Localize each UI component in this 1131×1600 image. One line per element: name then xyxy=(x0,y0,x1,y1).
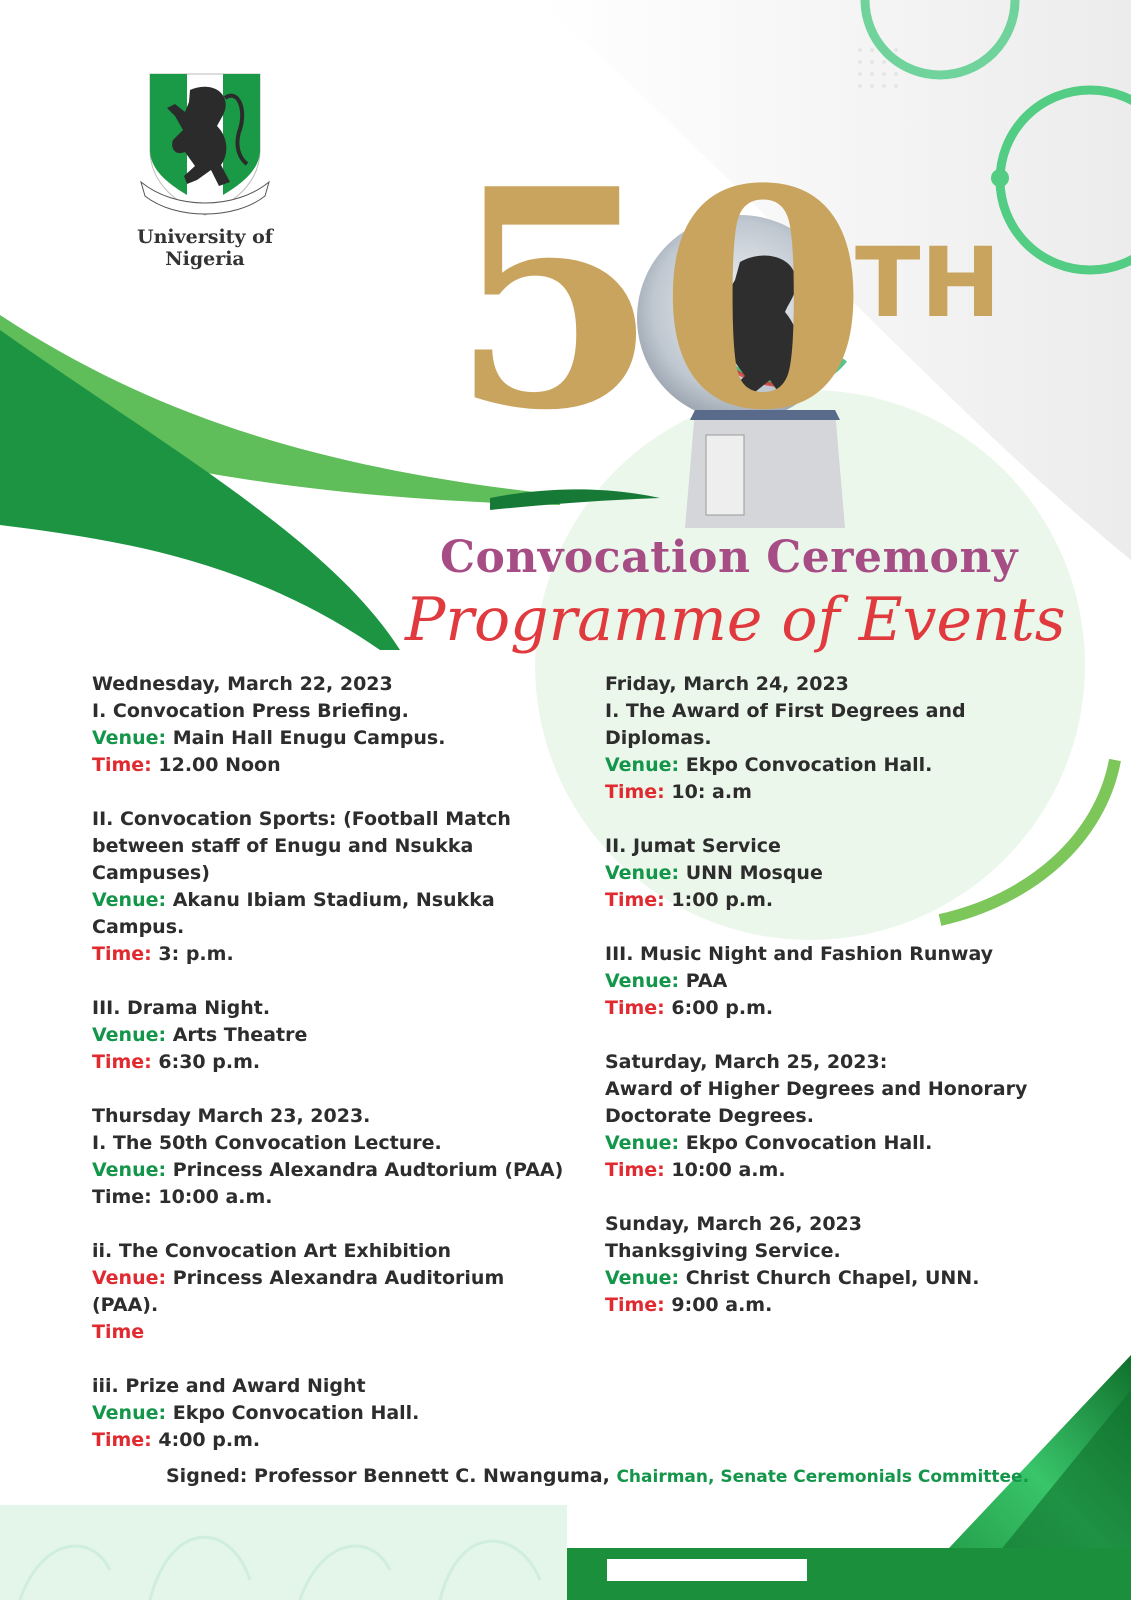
time-label: Time: xyxy=(92,1051,152,1073)
event-venue: Venue: Christ Church Chapel, UNN. xyxy=(605,1267,980,1289)
event-venue: Venue: Princess Alexandra Audtorium (PAA) xyxy=(92,1159,564,1181)
event-time: Time: 3: p.m. xyxy=(92,943,234,965)
venue-label: Venue: xyxy=(605,1267,680,1289)
event-title: I. Convocation Press Briefing. xyxy=(92,700,409,722)
event-venue: Venue: Akanu Ibiam Stadium, Nsukka xyxy=(92,889,495,911)
event-date: Friday, March 24, 2023 xyxy=(605,673,849,695)
event-venue: Venue: Princess Alexandra Auditorium (PAA). xyxy=(92,1267,505,1316)
event-block xyxy=(92,995,572,1076)
event-block xyxy=(605,941,1065,1022)
anniversary-suffix: TH xyxy=(855,227,1001,339)
event-time: Time xyxy=(92,1321,145,1343)
event-block xyxy=(605,671,1065,806)
venue-label: Venue: xyxy=(92,1267,167,1289)
time-label: Time: xyxy=(92,754,152,776)
event-time: Time: 10: a.m xyxy=(605,781,752,803)
event-venue: Venue: Main Hall Enugu Campus. xyxy=(92,727,446,749)
event-venue: Venue: Ekpo Convocation Hall. xyxy=(605,1132,933,1154)
event-block xyxy=(605,833,1065,914)
event-time: Time: 10:00 a.m. xyxy=(605,1159,786,1181)
signatory: Signed: Professor Bennett C. Nwanguma, xyxy=(166,1465,610,1487)
signature-line xyxy=(166,1465,1029,1487)
time-label: Time: xyxy=(605,781,665,803)
event-block xyxy=(605,1049,1065,1184)
event-block xyxy=(92,1373,572,1454)
event-time: Time: 10:00 a.m. xyxy=(92,1186,273,1208)
event-date: Wednesday, March 22, 2023 xyxy=(92,673,393,695)
venue-label: Venue: xyxy=(92,727,167,749)
venue-label: Venue: xyxy=(605,1132,680,1154)
programme-title: Programme of Events xyxy=(405,585,1066,655)
schedule-left-column xyxy=(92,671,572,1481)
event-venue: Venue: UNN Mosque xyxy=(605,862,823,884)
event-venue: Venue: Ekpo Convocation Hall. xyxy=(605,754,933,776)
time-label: Time: xyxy=(92,1429,152,1451)
event-time: Time: 6:00 p.m. xyxy=(605,997,774,1019)
event-time: Time: 12.00 Noon xyxy=(92,754,281,776)
event-title: ii. The Convocation Art Exhibition xyxy=(92,1240,452,1262)
venue-label: Venue: xyxy=(92,889,167,911)
university-name: University of Nigeria xyxy=(137,226,273,270)
event-title: iii. Prize and Award Night xyxy=(92,1375,366,1397)
venue-label: Venue: xyxy=(92,1159,167,1181)
event-time: Time: 1:00 p.m. xyxy=(605,889,774,911)
time-label: Time: xyxy=(605,997,665,1019)
event-title: II. Convocation Sports: (Football Match xyxy=(92,808,511,830)
event-date: Thursday March 23, 2023. xyxy=(92,1105,371,1127)
signatory-role: Chairman, Senate Ceremonials Committee. xyxy=(616,1467,1030,1487)
event-title: I. The Award of First Degrees and Diplomas. xyxy=(605,700,966,749)
fiftieth-anniversary-mark xyxy=(450,123,1010,540)
time-label: Time: xyxy=(605,1294,665,1316)
event-block xyxy=(92,806,572,968)
venue-label: Venue: xyxy=(605,862,680,884)
venue-label: Venue: xyxy=(605,970,680,992)
footer-blank-box xyxy=(607,1559,807,1581)
event-title: between staff of Enugu and Nsukka xyxy=(92,835,474,857)
time-label: Time: xyxy=(92,943,152,965)
event-title: II. Jumat Service xyxy=(605,835,781,857)
event-date: Saturday, March 25, 2023: xyxy=(605,1051,888,1073)
event-date: Sunday, March 26, 2023 xyxy=(605,1213,862,1235)
event-venue-continued: Campus. xyxy=(92,916,185,938)
event-block xyxy=(92,1238,572,1346)
schedule-right-column xyxy=(605,671,1065,1346)
event-title: III. Music Night and Fashion Runway xyxy=(605,943,994,965)
venue-label: Venue: xyxy=(92,1402,167,1424)
venue-label: Venue: xyxy=(605,754,680,776)
event-title: Thanksgiving Service. xyxy=(605,1240,841,1262)
event-block xyxy=(605,1211,1065,1319)
event-block xyxy=(92,671,572,779)
time-label: Time: xyxy=(605,1159,665,1181)
time-label: Time: xyxy=(605,889,665,911)
event-venue: Venue: PAA xyxy=(605,970,728,992)
event-title: Award of Higher Degrees and Honorary xyxy=(605,1078,1028,1100)
lion-crest-icon xyxy=(135,70,275,220)
event-title: Campuses) xyxy=(92,862,210,884)
event-title: Doctorate Degrees. xyxy=(605,1105,814,1127)
university-logo xyxy=(100,70,310,270)
event-title: III. Drama Night. xyxy=(92,997,271,1019)
event-venue: Venue: Arts Theatre xyxy=(92,1024,308,1046)
venue-label: Venue: xyxy=(92,1024,167,1046)
event-venue: Venue: Ekpo Convocation Hall. xyxy=(92,1402,420,1424)
event-time: Time: 6:30 p.m. xyxy=(92,1051,261,1073)
event-block xyxy=(92,1103,572,1211)
ceremony-title: Convocation Ceremony xyxy=(440,532,1018,583)
event-time: Time: 9:00 a.m. xyxy=(605,1294,773,1316)
anniversary-number: 50 xyxy=(450,123,868,476)
event-title: I. The 50th Convocation Lecture. xyxy=(92,1132,442,1154)
event-time: Time: 4:00 p.m. xyxy=(92,1429,261,1451)
